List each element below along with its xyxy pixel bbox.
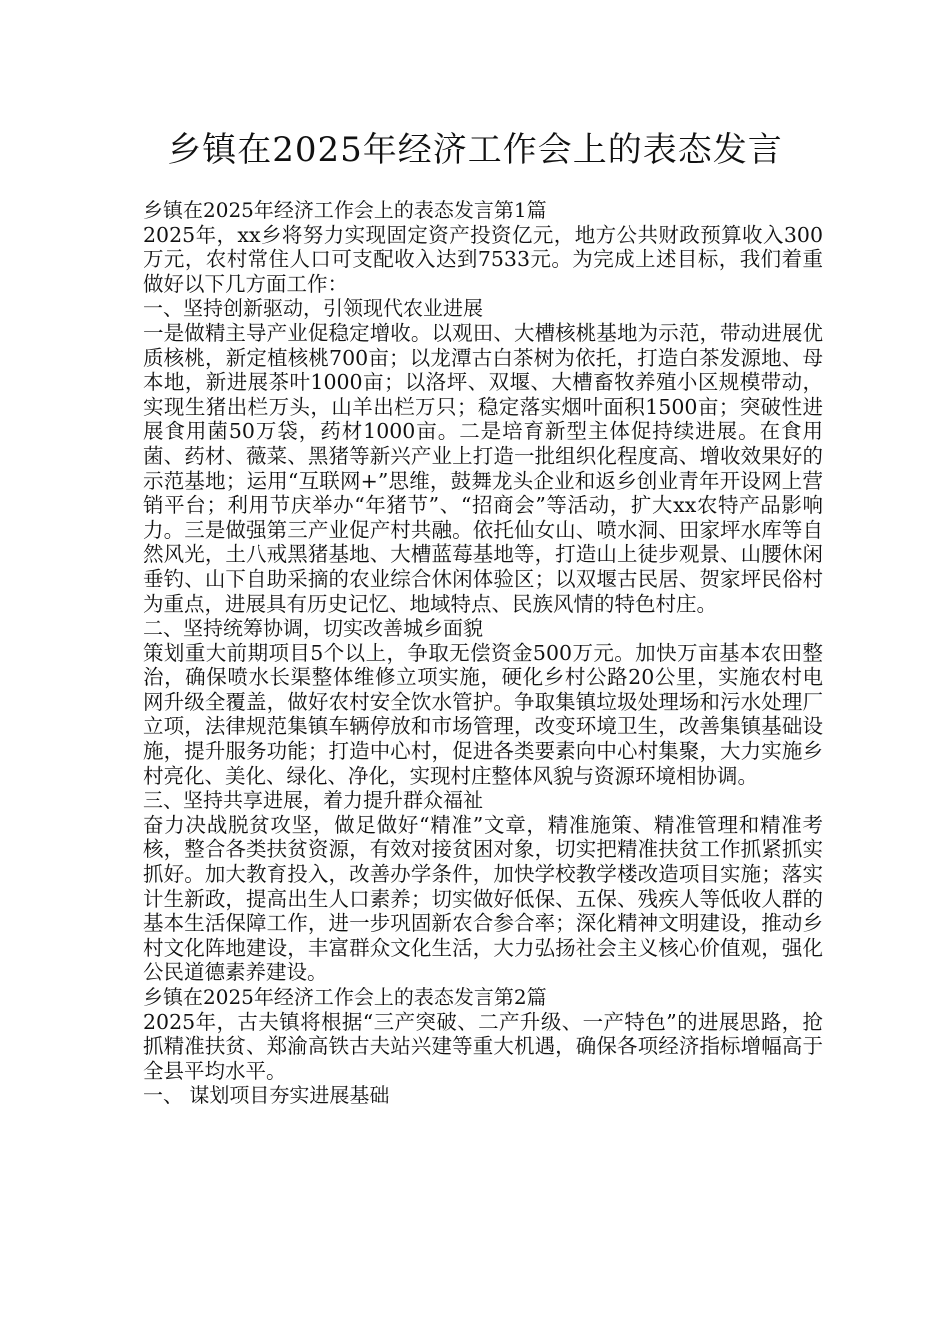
paragraph-gufu: 2025年，古夫镇将根据“三产突破、二产升级、一产特色”的进展思路，抢抓精准扶贫、郑渝高铁古夫站兴建等重大机遇，确保各项经济指标增幅高于全县平均水平。 xyxy=(143,1009,823,1083)
intro-paragraph: 2025年，xx乡将努力实现固定资产投资亿元，地方公共财政预算收入300万元，农村常住人口可支配收入达到7533元。为完成上述目标，我们着重做好以下几方面工作： xyxy=(143,222,823,296)
paragraph-industry: 一是做精主导产业促稳定增收。以观田、大槽核桃基地为示范，带动进展优质核桃，新定植核桃700亩；以龙潭古白茶树为依托，打造白茶发源地、母本地，新进展茶叶1000亩；以洛坪、双堰、大槽畜牧养殖小区规模带动，实现生猪出栏万头，山羊出栏万只；稳定落实烟叶面积1500亩；突破性进展食用菌50万袋，药材1000亩。二是培育新型主体促持续进展。在食用菌、药材、薇菜、黑猪等新兴产业上打造一批组织化程度高、增收效果好的示范基地；运用“互联网+”思维，鼓舞龙头企业和返乡创业青年开设网上营销平台；利用节庆举办“年猪节”、“招商会”等活动，扩大xx农特产品影响力。三是做强第三产业促产村共融。依托仙女山、喷水洞、田家坪水库等自然风光，土八戒黑猪基地、大槽蓝莓基地等，打造山上徒步观景、山腰休闲垂钓、山下自助采摘的农业综合休闲体验区；以双堰古民居、贺家坪民俗村为重点，进展具有历史记忆、地域特点、民族风情的特色村庄。 xyxy=(143,320,823,616)
subheading-coordination: 二、坚持统筹协调，切实改善城乡面貌 xyxy=(143,616,483,641)
document-title: 乡镇在2025年经济工作会上的表态发言 xyxy=(167,130,783,170)
subheading-planning: 一、 谋划项目夯实进展基础 xyxy=(143,1083,390,1108)
section-heading-part-2: 乡镇在2025年经济工作会上的表态发言第2篇 xyxy=(143,985,547,1009)
subheading-innovation: 一、坚持创新驱动，引领现代农业进展 xyxy=(143,296,483,321)
section-heading-part-1: 乡镇在2025年经济工作会上的表态发言第1篇 xyxy=(143,198,547,222)
paragraph-welfare: 奋力决战脱贫攻坚，做足做好“精准”文章，精准施策、精准管理和精准考核，整合各类扶贫资源，有效对接贫困对象，切实把精准扶贫工作抓紧抓实抓好。加大教育投入，改善办学条件，加快学校教学楼改造项目实施；落实计生新政，提高出生人口素养；切实做好低保、五保、残疾人等低收人群的基本生活保障工作，进一步巩固新农合参合率；深化精神文明建设，推动乡村文化阵地建设，丰富群众文化生活，大力弘扬社会主义核心价值观，强化公民道德素养建设。 xyxy=(143,812,823,985)
document-body xyxy=(143,198,823,1108)
paragraph-projects: 策划重大前期项目5个以上，争取无偿资金500万元。加快万亩基本农田整治，确保喷水长渠整体维修立项实施，硬化乡村公路20公里，实施农村电网升级全覆盖，做好农村安全饮水管护。争取集镇垃圾处理场和污水处理厂立项，法律规范集镇车辆停放和市场管理，改变环境卫生，改善集镇基础设施，提升服务功能；打造中心村，促进各类要素向中心村集聚，大力实施乡村亮化、美化、绿化、净化，实现村庄整体风貌与资源环境相协调。 xyxy=(143,640,823,788)
subheading-sharing: 三、坚持共享进展，着力提升群众福祉 xyxy=(143,788,483,813)
